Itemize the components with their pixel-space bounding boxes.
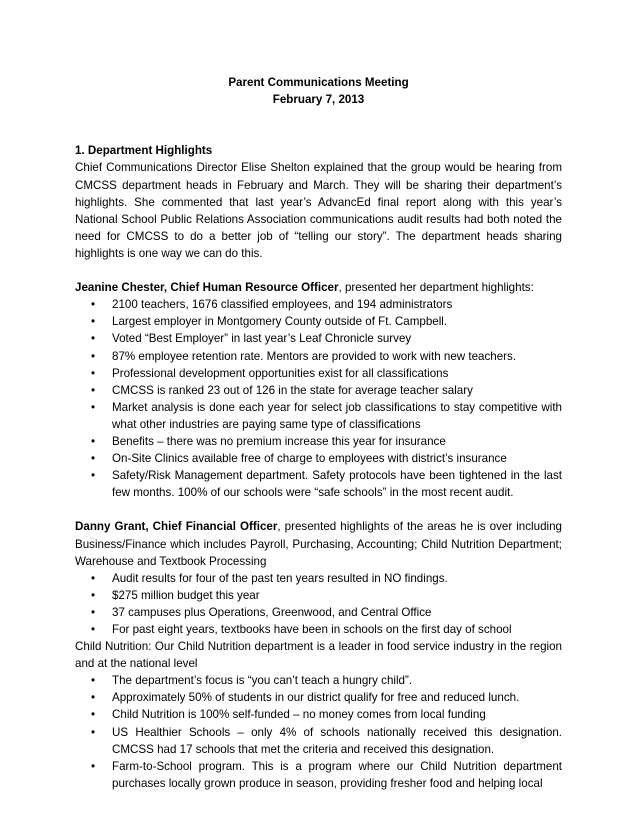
bullet-icon: • (91, 674, 96, 688)
bullet-icon: • (91, 349, 96, 363)
document-page (75, 74, 562, 792)
list-item: • Farm-to-School program. This is a program where our Child Nutrition department purchases locally grown produce in season, providing fresher food and helping local (91, 759, 562, 790)
list-item: • US Healthier Schools – only 4% of schools nationally received this designation. CMCSS had 17 schools that met the criteria and received this designation. (91, 725, 562, 756)
bullet-icon: • (91, 400, 96, 414)
finance-bullet-list (75, 570, 562, 638)
list-item: • Market analysis is done each year for select job classifications to stay competitive with what other industries are paying same type of classifications (91, 400, 562, 431)
bullet-icon: • (91, 383, 96, 397)
document-date: February 7, 2013 (272, 93, 365, 107)
finance-lead-text: , presented highlights of the areas he is over including Business/Finance which includes Payroll, Purchasing, Accounting; Child Nutrition Department; Warehouse and Textbook Processing (75, 520, 562, 568)
bullet-icon: • (91, 452, 96, 466)
list-item: • On-Site Clinics available free of charge to employees with district’s insurance (75, 450, 562, 467)
finance-paragraph (75, 518, 562, 569)
hr-lead-text: , presented her department highlights: (338, 281, 534, 295)
list-item: • $275 million budget this year (75, 587, 562, 604)
hr-bullet-list (75, 296, 562, 501)
bullet-icon: • (91, 725, 96, 739)
hr-paragraph (75, 279, 562, 296)
list-item: • 87% employee retention rate. Mentors are provided to work with new teachers. (75, 348, 562, 365)
list-item: • Approximately 50% of students in our district qualify for free and reduced lunch. (75, 689, 562, 706)
bullet-icon: • (91, 605, 96, 619)
bullet-icon: • (91, 469, 96, 483)
section-heading: 1. Department Highlights (75, 144, 213, 158)
bullet-icon: • (91, 759, 96, 773)
section-intro-paragraph: Chief Communications Director Elise Shelton explained that the group would be hearing from CMCSS department heads in February and March. They will be sharing their department’s highlights. She commented that last year’s AdvancEd final report along with this year’s National School Public Relations Association communications audit results had both noted the need for CMCSS to do a better job of “telling our story”. The department heads sharing highlights is one way we can do this. (75, 161, 562, 260)
bullet-icon: • (91, 315, 96, 329)
bullet-icon: • (91, 623, 96, 636)
list-item: • 37 campuses plus Operations, Greenwood, and Central Office (75, 604, 562, 621)
bullet-icon: • (91, 588, 96, 602)
list-item: • For past eight years, textbooks have been in schools on the first day of school (75, 621, 562, 638)
bullet-icon: • (91, 366, 96, 380)
list-item: • 2100 teachers, 1676 classified employees, and 194 administrators (75, 296, 562, 313)
hr-presenter-name: Jeanine Chester, Chief Human Resource Officer (75, 281, 339, 295)
document-title: Parent Communications Meeting (228, 76, 409, 89)
bullet-icon: • (91, 571, 96, 585)
list-item: • The department’s focus is “you can’t teach a hungry child”. (75, 672, 562, 689)
list-item: • Professional development opportunities exist for all classifications (75, 365, 562, 382)
bullet-icon: • (91, 691, 96, 705)
list-item: • CMCSS is ranked 23 out of 126 in the state for average teacher salary (75, 382, 562, 399)
list-item: • Benefits – there was no premium increase this year for insurance (75, 433, 562, 450)
bullet-icon: • (91, 708, 96, 722)
nutrition-bullet-list (75, 672, 562, 792)
bullet-icon: • (91, 298, 96, 312)
list-item: • Voted “Best Employer” in last year’s Leaf Chronicle survey (75, 330, 562, 347)
bullet-icon: • (91, 332, 96, 346)
list-item: • Largest employer in Montgomery County outside of Ft. Campbell. (75, 313, 562, 330)
nutrition-paragraph: Child Nutrition: Our Child Nutrition department is a leader in food service industry in the region and at the national level (75, 640, 562, 671)
list-item: • Child Nutrition is 100% self-funded – no money comes from local funding (75, 706, 562, 723)
finance-presenter-name: Danny Grant, Chief Financial Officer (75, 520, 278, 534)
list-item: • Safety/Risk Management department. Safety protocols have been tightened in the last few months. 100% of our schools were “safe schools” in the most recent audit. (91, 469, 562, 500)
bullet-icon: • (91, 434, 96, 448)
list-item: • Audit results for four of the past ten years resulted in NO findings. (75, 570, 562, 587)
